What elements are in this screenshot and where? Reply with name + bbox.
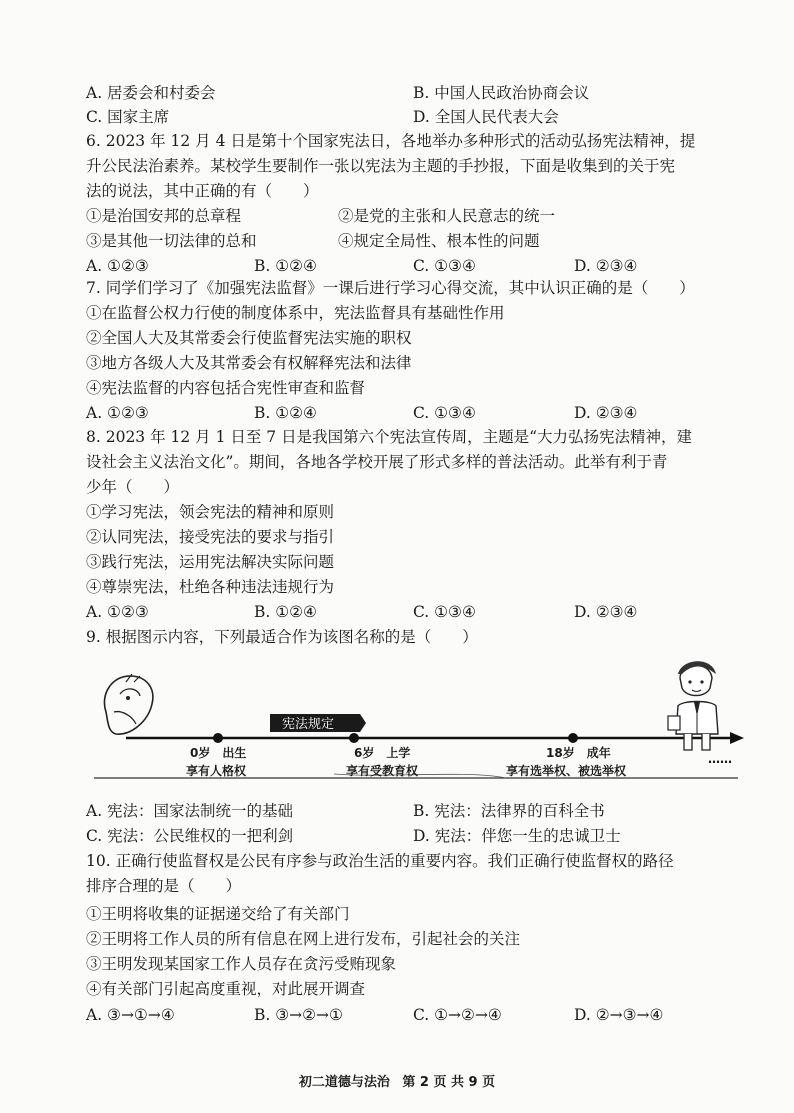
q6-option-d: D. ②③④ bbox=[574, 257, 638, 275]
q7-option-d: D. ②③④ bbox=[574, 404, 638, 422]
q7-statement-2: ②全国人大及其常委会行使监督宪法实施的职权 bbox=[86, 329, 412, 347]
q6-option-c: C. ①③④ bbox=[413, 257, 476, 275]
q6-option-a: A. ①②③ bbox=[86, 257, 149, 275]
q7-statement-3: ③地方各级人大及其常委会有权解释宪法和法律 bbox=[86, 354, 412, 372]
q8-option-d: D. ②③④ bbox=[574, 603, 638, 621]
q10-statement-3: ③王明发现某国家工作人员存在贪污受贿现象 bbox=[86, 955, 397, 973]
q10-stem-line-1: 10. 正确行使监督权是公民有序参与政治生活的重要内容。我们正确行使监督权的路径 bbox=[86, 852, 674, 870]
q8-stem-line-3: 少年（ ） bbox=[86, 478, 180, 496]
q7-option-a: A. ①②③ bbox=[86, 404, 149, 422]
footer-page-number: 第 2 页 共 9 页 bbox=[402, 1075, 496, 1090]
baby-icon bbox=[104, 674, 152, 734]
q8-option-b: B. ①②④ bbox=[254, 603, 317, 621]
q6-stem-line-1: 6. 2023 年 12 月 4 日是第十个国家宪法日，各地举办多种形式的活动弘扬宪法精神，提 bbox=[86, 132, 696, 150]
q6-statement-3: ③是其他一切法律的总和 bbox=[86, 232, 257, 250]
timeline-marker-adult bbox=[568, 733, 578, 743]
q10-option-a: A. ③→①→④ bbox=[86, 1006, 175, 1024]
q7-statement-4: ④宪法监督的内容包括合宪性审查和监督 bbox=[86, 379, 366, 397]
q7-option-c: C. ①③④ bbox=[413, 404, 476, 422]
q5-option-b: B. 中国人民政治协商会议 bbox=[413, 84, 590, 102]
q8-stem-line-2: 设社会主义法治文化”。期间，各地各学校开展了形式多样的普法活动。此举有利于青 bbox=[86, 453, 668, 471]
timeline-adult-label: 18岁 成年 bbox=[546, 746, 611, 760]
q10-option-d: D. ②→③→④ bbox=[574, 1006, 664, 1024]
q10-statement-1: ①王明将收集的证据递交给了有关部门 bbox=[86, 905, 350, 923]
q8-stem-line-1: 8. 2023 年 12 月 1 日至 7 日是我国第六个宪法宣传周，主题是“大力弘扬宪法精神，建 bbox=[86, 428, 693, 446]
q10-option-c: C. ①→②→④ bbox=[413, 1006, 502, 1024]
q9-stem-line-1: 9. 根据图示内容，下列最适合作为该图名称的是（ ） bbox=[86, 628, 478, 646]
q8-option-a: A. ①②③ bbox=[86, 603, 149, 621]
timeline-ellipsis: …… bbox=[708, 752, 732, 766]
q7-stem-line-1: 7. 同学们学习了《加强宪法监督》一课后进行学习心得交流，其中认识正确的是（ ） bbox=[86, 279, 695, 297]
q9-timeline-figure bbox=[86, 652, 746, 797]
q10-statement-4: ④有关部门引起高度重视，对此展开调查 bbox=[86, 980, 366, 998]
q8-statement-1: ①学习宪法，领会宪法的精神和原则 bbox=[86, 503, 335, 521]
banner-text: 宪法规定 bbox=[282, 717, 335, 732]
q5-option-c: C. 国家主席 bbox=[86, 108, 170, 126]
q7-statement-1: ①在监督公权力行使的制度体系中，宪法监督具有基础性作用 bbox=[86, 304, 505, 322]
timeline-marker-birth bbox=[213, 733, 223, 743]
q8-statement-2: ②认同宪法，接受宪法的要求与指引 bbox=[86, 528, 335, 546]
q10-option-b: B. ③→②→① bbox=[254, 1006, 343, 1024]
timeline-arrow bbox=[730, 732, 744, 744]
footer-subject: 初二道德与法治 bbox=[298, 1075, 390, 1090]
q6-stem-line-2: 升公民法治素养。某校学生要制作一张以宪法为主题的手抄报，下面是收集到的关于宪 bbox=[86, 157, 676, 175]
q8-statement-3: ③践行宪法，运用宪法解决实际问题 bbox=[86, 553, 335, 571]
q8-statement-4: ④尊崇宪法，杜绝各种违法违规行为 bbox=[86, 578, 335, 596]
q7-option-b: B. ①②④ bbox=[254, 404, 317, 422]
q6-statement-4: ④规定全局性、根本性的问题 bbox=[338, 232, 540, 250]
q9-option-c: C. 宪法：公民维权的一把利剑 bbox=[86, 827, 294, 845]
q9-option-b: B. 宪法：法律界的百科全书 bbox=[413, 802, 605, 820]
q10-stem-line-2: 排序合理的是（ ） bbox=[86, 877, 242, 895]
q6-stem-line-3: 法的说法，其中正确的有（ ） bbox=[86, 182, 319, 200]
page-footer bbox=[0, 1071, 794, 1090]
constitution-banner bbox=[270, 714, 366, 732]
q10-statement-2: ②王明将工作人员的所有信息在网上进行发布，引起社会的关注 bbox=[86, 930, 521, 948]
timeline-adult-right: 享有选举权、被选举权 bbox=[506, 764, 627, 778]
q9-option-d: D. 宪法：伴您一生的忠诚卫士 bbox=[413, 827, 621, 845]
timeline-school-right: 享有受教育权 bbox=[346, 764, 419, 778]
q6-statement-1: ①是治国安邦的总章程 bbox=[86, 207, 242, 225]
q8-option-c: C. ①③④ bbox=[413, 603, 476, 621]
timeline-marker-school bbox=[349, 733, 359, 743]
timeline-birth-right: 享有人格权 bbox=[186, 764, 247, 778]
q6-option-b: B. ①②④ bbox=[254, 257, 317, 275]
q9-option-a: A. 宪法：国家法制统一的基础 bbox=[86, 802, 294, 820]
q6-statement-2: ②是党的主张和人民意志的统一 bbox=[338, 207, 556, 225]
adult-figure-icon bbox=[668, 661, 718, 750]
timeline-school-label: 6岁 上学 bbox=[354, 746, 411, 760]
timeline-birth-label: 0岁 出生 bbox=[190, 746, 247, 760]
q5-option-d: D. 全国人民代表大会 bbox=[413, 108, 559, 126]
q5-option-a: A. 居委会和村委会 bbox=[86, 84, 216, 102]
